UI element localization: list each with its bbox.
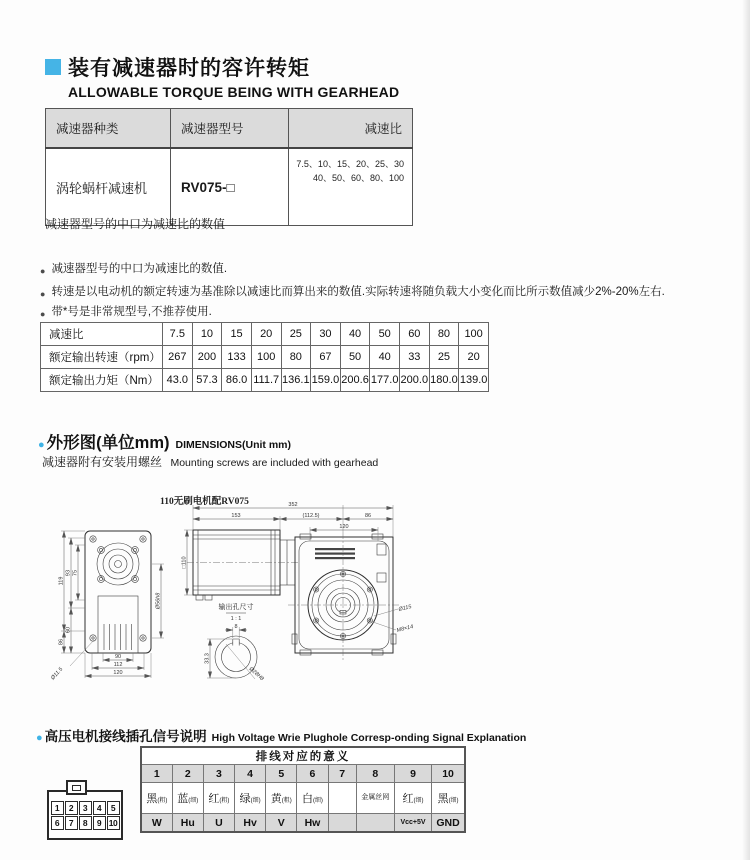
motor-side-view bbox=[187, 530, 300, 600]
ratio-value-cell: 159.0 bbox=[311, 369, 341, 392]
page-title: 装有减速器时的容许转矩 bbox=[68, 57, 310, 80]
pin-number-cell: 2 bbox=[172, 765, 203, 783]
wire-thickness-note: (细) bbox=[188, 798, 199, 804]
pin-number-cell: 10 bbox=[432, 765, 465, 783]
ratio-value-cell: 50 bbox=[370, 323, 400, 346]
wire-thickness-note: (粗) bbox=[157, 798, 168, 804]
ratio-value-cell: 86.0 bbox=[222, 369, 252, 392]
ratio-value-cell: 40 bbox=[340, 323, 370, 346]
pin-number-cell: 3 bbox=[203, 765, 234, 783]
signal-cell: GND bbox=[432, 814, 465, 833]
signal-cell: Vcc+5V bbox=[394, 814, 431, 833]
wire-color-name: 红 bbox=[208, 793, 220, 805]
col-header-model: 减速器型号 bbox=[171, 109, 289, 149]
ratio-value-cell: 15 bbox=[222, 323, 252, 346]
wire-color-cell bbox=[297, 783, 328, 814]
dim-flange-dia: Ø56h8 bbox=[155, 592, 162, 610]
pin-number-cell: 8 bbox=[356, 765, 394, 783]
wire-thickness-note: (细) bbox=[448, 798, 459, 804]
title-block bbox=[45, 52, 399, 100]
dim-top-width: 120 bbox=[339, 524, 349, 530]
wire-color-cell bbox=[203, 783, 234, 814]
ratio-row-header: 额定输出转速（rpm） bbox=[41, 346, 163, 369]
ratio-value-cell: 80 bbox=[429, 323, 459, 346]
wire-color-cell bbox=[141, 783, 172, 814]
dimensions-subtitle bbox=[42, 453, 378, 471]
output-bore-detail bbox=[205, 602, 266, 683]
blue-dot-icon: ● bbox=[38, 439, 45, 451]
ratio-table bbox=[40, 322, 489, 392]
wire-color-name: 黄 bbox=[270, 793, 282, 805]
dimensions-subtitle-cn: 减速器附有安装用螺丝 bbox=[42, 455, 163, 469]
connector-pin: 1 bbox=[51, 801, 64, 815]
front-view-dimensions bbox=[49, 531, 164, 682]
gearbox-front-view bbox=[85, 531, 151, 653]
ratio-value-cell: 200.0 bbox=[400, 369, 430, 392]
pin-number-cell: 7 bbox=[328, 765, 356, 783]
dim-mid-length: (112.5) bbox=[302, 513, 320, 519]
connector-pin: 8 bbox=[79, 816, 92, 830]
dim-motor-length: 153 bbox=[231, 513, 241, 519]
wire-color-row bbox=[141, 783, 465, 814]
signal-cell: W bbox=[141, 814, 172, 833]
note-item bbox=[40, 285, 665, 302]
gearhead-type-cell: 涡轮蜗杆减速机 bbox=[46, 148, 171, 226]
ratio-value-cell: 30 bbox=[311, 323, 341, 346]
page-edge-shadow bbox=[742, 0, 750, 860]
ratio-row-header: 额定输出力矩（Nm） bbox=[41, 369, 163, 392]
connector-pin: 10 bbox=[107, 816, 120, 830]
dimensions-title: 外形图(单位mm) bbox=[46, 434, 170, 452]
ratio-row-header: 减速比 bbox=[41, 323, 163, 346]
ratio-value-cell: 7.5 bbox=[163, 323, 193, 346]
wire-color-name: 蓝 bbox=[177, 793, 189, 805]
wire-color-name: 红 bbox=[402, 793, 414, 805]
wire-color-cell bbox=[266, 783, 297, 814]
wire-color-name: 绿 bbox=[239, 793, 251, 805]
ratio-value-cell: 133 bbox=[222, 346, 252, 369]
signal-cell: Hv bbox=[235, 814, 266, 833]
ratio-value-cell: 180.0 bbox=[429, 369, 459, 392]
note-item bbox=[40, 305, 665, 322]
dim-keyway-width: 8 bbox=[234, 624, 238, 630]
page-title-en: ALLOWABLE TORQUE BEING WITH GEARHEAD bbox=[68, 84, 400, 100]
bullet-icon: ● bbox=[40, 266, 46, 276]
ratio-line2: 40、50、60、80、100 bbox=[312, 172, 404, 183]
connector-pin: 4 bbox=[93, 801, 106, 815]
wire-color-cell bbox=[432, 783, 465, 814]
ratio-value-cell: 57.3 bbox=[192, 369, 222, 392]
ratio-value-cell: 33 bbox=[400, 346, 430, 369]
wire-thickness-note: (细) bbox=[250, 798, 261, 804]
ratio-value-cell: 10 bbox=[192, 323, 222, 346]
pin-number-cell: 4 bbox=[235, 765, 266, 783]
dimensions-title-en: DIMENSIONS(Unit mm) bbox=[175, 439, 291, 451]
connector-pin: 7 bbox=[65, 816, 78, 830]
signal-cell: Hw bbox=[297, 814, 328, 833]
ratio-value-cell: 60 bbox=[400, 323, 430, 346]
ratio-table-row bbox=[41, 346, 489, 369]
bullet-icon: ● bbox=[40, 289, 46, 299]
note-text: 转速是以电动机的额定转速为基准除以减速比而算出来的数值.实际转速将随负载大小变化而比所示数值减少2%-20%左右. bbox=[51, 286, 665, 298]
dim-motor-square: □110 bbox=[181, 556, 188, 569]
dim-out-flange-dia: Ø115 bbox=[398, 603, 413, 613]
ratio-value-cell: 25 bbox=[429, 346, 459, 369]
wire-color-name: 黑 bbox=[146, 793, 158, 805]
gearbox-output-face-view bbox=[288, 532, 414, 660]
ratio-value-cell: 67 bbox=[311, 346, 341, 369]
dim-width-112: 112 bbox=[113, 662, 123, 668]
drawing-title: 110无刷电机配RV075 bbox=[160, 497, 249, 507]
pin-number-cell: 9 bbox=[394, 765, 431, 783]
ratio-table-row bbox=[41, 369, 489, 392]
wire-thickness-note: (粗) bbox=[281, 798, 292, 804]
gearhead-table-note: 减速器型号的中口为减速比的数值 bbox=[45, 217, 226, 231]
signal-cell bbox=[356, 814, 394, 833]
dim-right-length: 86 bbox=[364, 513, 372, 519]
blue-dot-icon: ● bbox=[36, 732, 43, 744]
notes-list bbox=[40, 262, 665, 325]
pin-number-cell: 5 bbox=[266, 765, 297, 783]
pin-number-cell: 6 bbox=[297, 765, 328, 783]
connector-pin: 3 bbox=[79, 801, 92, 815]
bullet-icon: ● bbox=[40, 309, 46, 319]
wiring-table-title: 排线对应的意义 bbox=[141, 747, 465, 765]
gearhead-table bbox=[45, 108, 413, 226]
ratio-table-row bbox=[41, 323, 489, 346]
connector-clip-inner bbox=[72, 785, 81, 791]
blue-square-icon bbox=[45, 59, 61, 75]
wire-color-cell bbox=[356, 783, 394, 814]
note-text: 减速器型号的中口为减速比的数值. bbox=[51, 263, 228, 275]
signal-section-header bbox=[36, 725, 526, 745]
dim-hole-dia: Ø11.5 bbox=[50, 666, 65, 682]
output-detail-title: 输出孔尺寸 bbox=[218, 604, 254, 611]
signal-row bbox=[141, 814, 465, 833]
connector-pin: 6 bbox=[51, 816, 64, 830]
ratio-value-cell: 100 bbox=[251, 346, 281, 369]
wire-thickness-note: (粗) bbox=[219, 798, 230, 804]
signal-title-en: High Voltage Wrie Plughole Corresp-onding Signal Explanation bbox=[211, 732, 527, 744]
dimensions-section-header bbox=[38, 429, 291, 453]
dim-height-119: 119 bbox=[58, 576, 65, 586]
ratio-value-cell: 25 bbox=[281, 323, 311, 346]
ratio-value-cell: 100 bbox=[459, 323, 489, 346]
ratio-value-cell: 200 bbox=[192, 346, 222, 369]
signal-cell bbox=[328, 814, 356, 833]
wire-color-cell bbox=[235, 783, 266, 814]
signal-cell: U bbox=[203, 814, 234, 833]
gearhead-model-cell: RV075-□ bbox=[171, 148, 289, 226]
signal-cell: V bbox=[266, 814, 297, 833]
wire-thickness-note: (细) bbox=[312, 798, 323, 804]
dim-keyway-height: 33.3 bbox=[204, 653, 211, 664]
connector-row-1 bbox=[50, 800, 120, 815]
ratio-value-cell: 80 bbox=[281, 346, 311, 369]
ratio-value-cell: 200.6 bbox=[340, 369, 370, 392]
pin-number-row bbox=[141, 765, 465, 783]
dim-width-120: 120 bbox=[113, 670, 123, 676]
connector-pin: 5 bbox=[107, 801, 120, 815]
dimension-drawing bbox=[40, 488, 540, 723]
dim-height-60: 60 bbox=[65, 626, 72, 634]
ratio-value-cell: 267 bbox=[163, 346, 193, 369]
note-text: 带*号是非常规型号,不推荐使用. bbox=[51, 306, 212, 318]
wire-color-cell bbox=[172, 783, 203, 814]
ratio-value-cell: 20 bbox=[251, 323, 281, 346]
connector-row-2 bbox=[50, 815, 120, 830]
gearhead-data-row bbox=[46, 148, 413, 226]
connector-plug-icon bbox=[47, 790, 123, 840]
note-item bbox=[40, 262, 665, 279]
dimensions-subtitle-en: Mounting screws are included with gearhead bbox=[170, 457, 379, 469]
gearhead-header-row bbox=[46, 109, 413, 149]
connector-clip-icon bbox=[66, 780, 87, 795]
dim-height-93: 93 bbox=[65, 569, 72, 577]
dim-width-90: 90 bbox=[114, 654, 122, 660]
signal-cell: Hu bbox=[172, 814, 203, 833]
wiring-title-row bbox=[141, 747, 465, 765]
dim-bore: Ø28H8 bbox=[247, 666, 265, 683]
col-header-type: 减速器种类 bbox=[46, 109, 171, 149]
wiring-table bbox=[140, 746, 466, 833]
wire-color-cell bbox=[394, 783, 431, 814]
wire-color-cell bbox=[328, 783, 356, 814]
dim-screw: M8×14 bbox=[396, 624, 414, 634]
connector-pin: 9 bbox=[93, 816, 106, 830]
signal-title: 高压电机接线插孔信号说明 bbox=[44, 729, 207, 744]
connector-pin: 2 bbox=[65, 801, 78, 815]
wire-color-name: 黑 bbox=[437, 793, 449, 805]
output-detail-scale: 1 : 1 bbox=[230, 616, 242, 622]
wire-color-name: 金属丝网 bbox=[361, 793, 390, 801]
wire-thickness-note: (细) bbox=[413, 798, 424, 804]
ratio-value-cell: 139.0 bbox=[459, 369, 489, 392]
dim-height-75: 75 bbox=[72, 569, 79, 577]
dim-height-86: 86 bbox=[58, 638, 65, 646]
ratio-value-cell: 20 bbox=[459, 346, 489, 369]
wire-color-name: 白 bbox=[301, 793, 313, 805]
ratio-value-cell: 136.1 bbox=[281, 369, 311, 392]
ratio-value-cell: 43.0 bbox=[163, 369, 193, 392]
ratio-value-cell: 111.7 bbox=[251, 369, 281, 392]
dim-total-length: 352 bbox=[288, 502, 298, 508]
gearhead-ratio-cell bbox=[289, 148, 413, 226]
ratio-value-cell: 177.0 bbox=[370, 369, 400, 392]
ratio-value-cell: 50 bbox=[340, 346, 370, 369]
col-header-ratio: 减速比 bbox=[289, 109, 413, 149]
ratio-line1: 7.5、10、15、20、25、30 bbox=[296, 159, 404, 169]
pin-number-cell: 1 bbox=[141, 765, 172, 783]
ratio-value-cell: 40 bbox=[370, 346, 400, 369]
